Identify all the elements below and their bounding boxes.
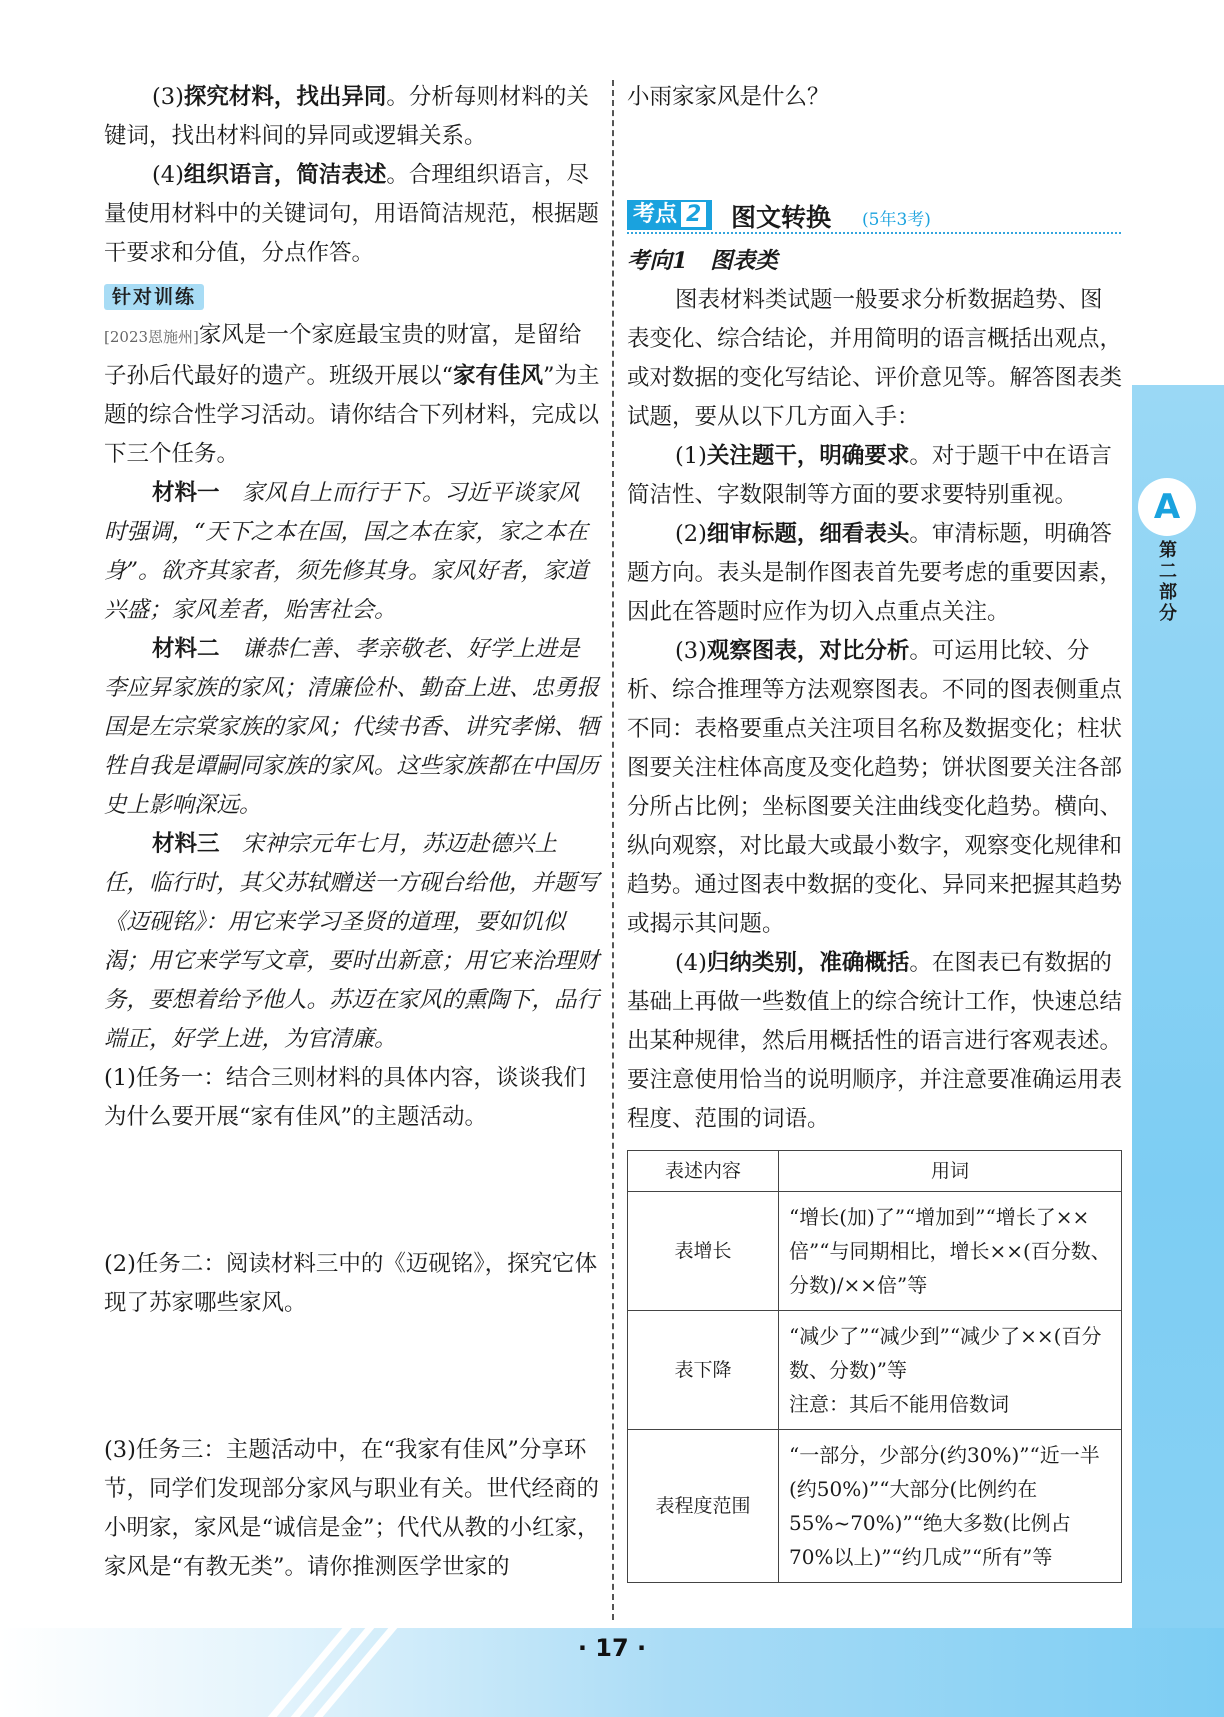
section-side-tab bbox=[1135, 470, 1224, 640]
table-header-row bbox=[628, 1151, 1122, 1192]
method-3: (3)观察图表，对比分析。可运用比较、分析、综合推理等方法观察图表。不同的图表侧重点不同：表格要重点关注项目名称及数据变化；柱状图要关注柱体高度及变化趋势；饼状图要关注各部分所占比例；坐标图要关注曲线变化趋势。横向、纵向观察，对比最大或最小数字，观察变化规律和趋势。通过图表中数据的变化、异同来把握其趋势或揭示其问题。 bbox=[627, 638, 1123, 937]
task-2: (2)任务二：阅读材料三中的《迈砚铭》，探究它体现了苏家哪些家风。 bbox=[104, 1251, 598, 1316]
table-cell-value: “增长(加)了”“增加到”“增长了××倍”“与同期相比，增长××(百分数、分数)/××倍”等 bbox=[779, 1192, 1122, 1311]
material-3: 材料三 宋神宗元年七月，苏迈赴德兴上任，临行时，其父苏轼赠送一方砚台给他，并题写《迈砚铭》：用它来学习圣贤的道理，要如饥似渴；用它来学写文章，要时出新意；用它来治理财务，要想着给予他人。苏迈在家风的熏陶下，品行端正，好学上进，为官清廉。 bbox=[104, 831, 600, 1052]
column-divider bbox=[612, 80, 614, 1620]
section-label: 第二部分 bbox=[1156, 540, 1177, 624]
method-2: (2)细审标题，细看表头。审清标题，明确答题方向。表头是制作图表首先要考虑的重要因素，因此在答题时应作为切入点重点关注。 bbox=[627, 521, 1123, 625]
step-4: (4)组织语言，简洁表述。合理组织语言，尽量使用材料中的关键词句，用语简洁规范，根据题干要求和分值，分点作答。 bbox=[104, 162, 600, 266]
key-point-frequency: (5年3考) bbox=[862, 210, 931, 230]
direction-heading: 考向1 图表类 bbox=[627, 248, 778, 274]
table-cell-key: 表增长 bbox=[628, 1192, 779, 1311]
method-4: (4)归纳类别，准确概括。在图表已有数据的基础上再做一些数值上的综合统计工作，快速总结出某种规律，然后用概括性的语言进行客观表述。要注意使用恰当的说明顺序，并注意要准确运用表程度、范围的词语。 bbox=[627, 950, 1123, 1132]
practice-intro: [2023恩施州]家风是一个家庭最宝贵的财富，是留给子孙后代最好的遗产。班级开展以“家有佳风”为主题的综合性学习活动。请你结合下列材料，完成以下三个任务。 bbox=[104, 322, 600, 467]
table-cell-key: 表程度范围 bbox=[628, 1430, 779, 1583]
answer-space-1[interactable] bbox=[104, 1137, 600, 1245]
section-letter-icon: A bbox=[1138, 478, 1196, 536]
table-row bbox=[628, 1430, 1122, 1583]
table-cell-value: “一部分，少部分(约30%)”“近一半(约50%)”“大部分(比例约在55%~70%)”“绝大多数(比例占70%以上)”“约几成”“所有”等 bbox=[779, 1430, 1122, 1583]
table-header: 表述内容 bbox=[628, 1151, 779, 1192]
answer-space-2[interactable] bbox=[104, 1323, 600, 1431]
table-note: 注意：其后不能用倍数词 bbox=[789, 1392, 1009, 1416]
key-point-title: 图文转换 bbox=[731, 203, 832, 232]
material-1: 材料一 家风自上而行于下。习近平谈家风时强调，“天下之本在国，国之本在家，家之本在身”。欲齐其家者，须先修其身。家风好者，家道兴盛；家风差者，贻害社会。 bbox=[104, 480, 589, 623]
table-row bbox=[628, 1311, 1122, 1430]
page-number: · 17 · bbox=[577, 1634, 647, 1662]
practice-badge: 针对训练 bbox=[104, 284, 204, 310]
left-column bbox=[104, 78, 600, 1587]
right-column bbox=[627, 242, 1123, 1139]
key-point-tag: 考点 2 bbox=[627, 200, 712, 230]
table-cell-key: 表下降 bbox=[628, 1311, 779, 1430]
table-header: 用词 bbox=[779, 1151, 1122, 1192]
task-3-continued: 小雨家家风是什么？ bbox=[627, 84, 830, 110]
task-1: (1)任务一：结合三则材料的具体内容，谈谈我们为什么要开展“家有佳风”的主题活动。 bbox=[104, 1065, 586, 1130]
table-row bbox=[628, 1192, 1122, 1311]
practice-header bbox=[104, 277, 600, 316]
right-column-top bbox=[627, 78, 1123, 117]
table-cell-value: “减少了”“减少到”“减少了××(百分数、分数)”等 注意：其后不能用倍数词 bbox=[779, 1311, 1122, 1430]
source-tag: [2023恩施州] bbox=[104, 328, 199, 346]
intro-paragraph: 图表材料类试题一般要求分析数据趋势、图表变化、综合结论，并用简明的语言概括出观点，或对数据的变化写结论、评价意见等。解答图表类试题，要从以下几方面入手： bbox=[627, 287, 1123, 430]
method-1: (1)关注题干，明确要求。对于题干中在语言简洁性、字数限制等方面的要求要特别重视。 bbox=[627, 443, 1112, 508]
task-3: (3)任务三：主题活动中，在“我家有佳风”分享环节，同学们发现部分家风与职业有关。世代经商的小明家，家风是“诚信是金”；代代从教的小红家，家风是“有教无类”。请你推测医学世家的 bbox=[104, 1437, 600, 1580]
material-2: 材料二 谦恭仁善、孝亲敬老、好学上进是李应昇家族的家风；清廉俭朴、勤奋上进、忠勇报国是左宗棠家族的家风；代续书香、讲究孝悌、牺牲自我是谭嗣同家族的家风。这些家族都在中国历史上影响深远。 bbox=[104, 636, 600, 818]
expression-table bbox=[627, 1150, 1122, 1583]
step-3: (3)探究材料，找出异同。分析每则材料的关键词，找出材料间的异同或逻辑关系。 bbox=[104, 84, 589, 149]
key-point-header bbox=[627, 200, 1121, 234]
